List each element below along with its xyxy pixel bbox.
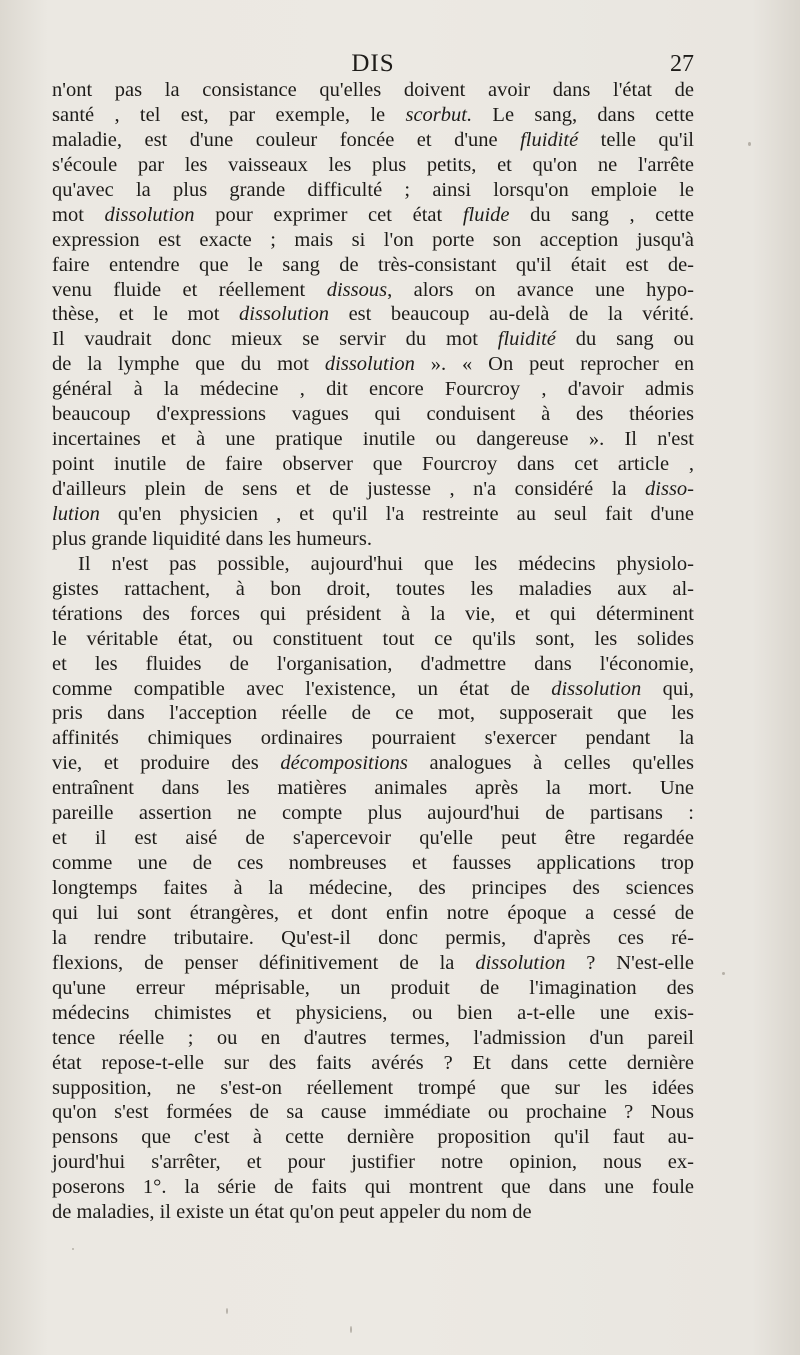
text-run: , alors on avance une hypo-: [387, 278, 695, 301]
text-line: [52, 627, 694, 652]
text-run: pareille assertion ne compte plus aujourd'hui de partisans :: [52, 802, 694, 825]
italic-term: fluidité: [497, 328, 556, 351]
italic-term: dissolution: [324, 353, 415, 376]
text-line: [52, 1125, 694, 1150]
text-line: [52, 228, 694, 253]
text-run: plus grande liquidité dans les humeurs.: [52, 527, 372, 550]
text-line: [52, 1100, 694, 1125]
text-line: [52, 701, 694, 726]
italic-term: dissolution: [104, 203, 195, 226]
text-run: flexions, de penser définitivement de la: [52, 951, 476, 974]
text-line: [52, 153, 694, 178]
paper-speck: [722, 972, 725, 975]
italic-term: dissolution: [551, 677, 642, 700]
text-run: tence réelle ; ou en d'autres termes, l'admission d'un pareil: [52, 1026, 694, 1049]
text-run: beaucoup d'expressions vagues qui conduisent à des théories: [52, 403, 694, 426]
italic-term: disso-: [645, 478, 694, 500]
text-run: mot: [52, 203, 105, 226]
italic-term: décompositions: [280, 752, 408, 775]
text-line: [52, 278, 694, 303]
text-run: pris dans l'acception réelle de ce mot, supposerait que les: [52, 702, 694, 725]
text-line: [52, 78, 694, 103]
text-run: ». « On peut reprocher en: [414, 353, 694, 376]
text-line: [52, 901, 694, 926]
text-run: la rendre tributaire. Qu'est-il donc permis, d'après ces ré-: [52, 926, 694, 949]
text-run: et il est aisé de s'apercevoir qu'elle peut être regardée: [52, 827, 694, 850]
italic-term: fluidité: [520, 128, 579, 151]
text-line: [52, 652, 694, 677]
text-run: qu'une erreur méprisable, un produit de l'imagination des: [52, 976, 694, 999]
text-line: [52, 801, 694, 826]
italic-term: scorbut.: [405, 103, 473, 126]
text-line: [52, 851, 694, 876]
body-text: [52, 78, 694, 1225]
text-run: état repose-t-elle sur des faits avérés ? Et dans cette dernière: [52, 1051, 694, 1074]
text-run: Le sang, dans cette: [472, 103, 694, 126]
text-run: longtemps faites à la médecine, des principes des sciences: [52, 877, 694, 899]
text-run: du sang , cette: [509, 203, 694, 226]
text-line: [52, 726, 694, 751]
text-line: [52, 427, 694, 452]
text-run: Il vaudrait donc mieux se servir du mot: [52, 328, 498, 351]
text-line: [52, 253, 694, 278]
text-line: [52, 1175, 694, 1200]
text-run: vie, et produire des: [52, 752, 281, 775]
text-line: [52, 826, 694, 851]
text-run: venu fluide et réellement: [52, 278, 327, 301]
text-line: [52, 776, 694, 801]
text-line: [52, 1200, 694, 1225]
text-run: d'ailleurs plein de sens et de justesse , n'a considéré la: [52, 478, 646, 500]
text-line: [52, 602, 694, 627]
text-run: pour exprimer cet état: [194, 203, 463, 226]
text-run: térations des forces qui président à la vie, et qui déterminent: [52, 602, 694, 625]
text-line: [52, 327, 694, 352]
text-line: [52, 203, 694, 228]
paper-speck: [226, 1308, 228, 1314]
text-run: pensons que c'est à cette dernière proposition qu'il faut au-: [52, 1126, 694, 1149]
text-run: affinités chimiques ordinaires pourraient s'exercer pendant la: [52, 727, 694, 750]
running-head: DIS: [351, 50, 395, 77]
text-line: [52, 1076, 694, 1101]
text-line: [52, 178, 694, 203]
text-line: [52, 577, 694, 602]
text-run: point inutile de faire observer que Fourcroy dans cet article ,: [52, 453, 694, 476]
text-line: [52, 876, 694, 901]
italic-term: dissolution: [475, 951, 566, 974]
italic-term: dissolution: [239, 303, 330, 326]
text-run: médecins chimistes et physiciens, ou bien a-t-elle une exis-: [52, 1001, 694, 1024]
text-line: [52, 402, 694, 427]
text-run: qui lui sont étrangères, et dont enfin notre époque a cessé de: [52, 901, 694, 924]
text-line: [52, 751, 694, 776]
text-run: supposition, ne s'est-on réellement trompé que sur les idées: [52, 1076, 694, 1099]
text-line: [52, 128, 694, 153]
text-run: s'écoule par les vaisseaux les plus petits, et qu'on ne l'arrête: [52, 153, 694, 176]
text-run: qu'avec la plus grande difficulté ; ainsi lorsqu'on emploie le: [52, 178, 694, 201]
paper-speck: [748, 142, 751, 146]
text-run: ? N'est-elle: [565, 951, 694, 974]
page-number: 27: [670, 51, 694, 77]
text-line: [52, 976, 694, 1001]
text-run: le véritable état, ou constituent tout ce qu'ils sont, les solides: [52, 627, 694, 650]
text-line: [52, 951, 694, 976]
text-line: [52, 1051, 694, 1076]
text-run: santé , tel est, par exemple, le: [52, 103, 406, 126]
text-run: incertaines et à une pratique inutile ou dangereuse ». Il n'est: [52, 428, 694, 451]
text-run: du sang ou: [555, 328, 695, 351]
text-line: [52, 552, 694, 577]
text-run: thèse, et le mot: [52, 303, 240, 326]
text-run: et les fluides de l'organisation, d'admettre dans l'économie,: [52, 652, 694, 675]
italic-term: dissous: [326, 278, 388, 301]
text-run: est beaucoup au-delà de la vérité.: [329, 303, 694, 326]
text-run: analogues à celles qu'elles: [407, 752, 694, 775]
text-run: gistes rattachent, à bon droit, toutes les maladies aux al-: [52, 577, 694, 600]
text-run: général à la médecine , dit encore Fourcroy , d'avoir admis: [52, 378, 694, 401]
text-run: jourd'hui s'arrêter, et pour justifier notre opinion, nous ex-: [52, 1151, 694, 1174]
italic-term: fluide: [462, 203, 510, 226]
text-line: [52, 1026, 694, 1051]
text-line: [52, 103, 694, 128]
text-run: qu'on s'est formées de sa cause immédiate ou prochaine ? Nous: [52, 1101, 694, 1124]
text-line: [52, 1001, 694, 1026]
italic-term: lution: [52, 502, 100, 525]
paper-speck: [72, 1248, 74, 1250]
text-line: [52, 926, 694, 951]
text-run: poserons 1°. la série de faits qui montrent que dans une foule: [52, 1176, 694, 1199]
text-run: faire entendre que le sang de très-consistant qu'il était est de-: [52, 253, 694, 276]
text-run: entraînent dans les matières animales après la mort. Une: [52, 777, 694, 800]
text-line: [52, 452, 694, 477]
text-run: Il n'est pas possible, aujourd'hui que les médecins physiolo-: [78, 552, 694, 575]
text-line: [52, 477, 694, 502]
text-run: n'ont pas la consistance qu'elles doivent avoir dans l'état de: [52, 79, 694, 101]
text-run: comme une de ces nombreuses et fausses applications trop: [52, 852, 694, 875]
text-run: expression est exacte ; mais si l'on porte son acception jusqu'à: [52, 228, 694, 251]
text-line: [52, 1150, 694, 1175]
text-run: telle qu'il: [578, 128, 694, 151]
text-run: maladie, est d'une couleur foncée et d'une: [52, 128, 521, 151]
paper-speck: [350, 1326, 352, 1333]
text-line: [52, 677, 694, 702]
text-run: de la lymphe que du mot: [52, 353, 325, 376]
text-line: [52, 527, 694, 552]
text-line: [52, 502, 694, 527]
text-run: de maladies, il existe un état qu'on peut appeler du nom de: [52, 1201, 532, 1224]
text-line: [52, 302, 694, 327]
text-run: qu'en physicien , et qu'il l'a restreinte au seul fait d'une: [99, 502, 694, 525]
text-run: qui,: [641, 677, 694, 700]
text-line: [52, 352, 694, 377]
page-header: [52, 48, 694, 80]
text-line: [52, 377, 694, 402]
text-run: comme compatible avec l'existence, un état de: [52, 677, 552, 700]
